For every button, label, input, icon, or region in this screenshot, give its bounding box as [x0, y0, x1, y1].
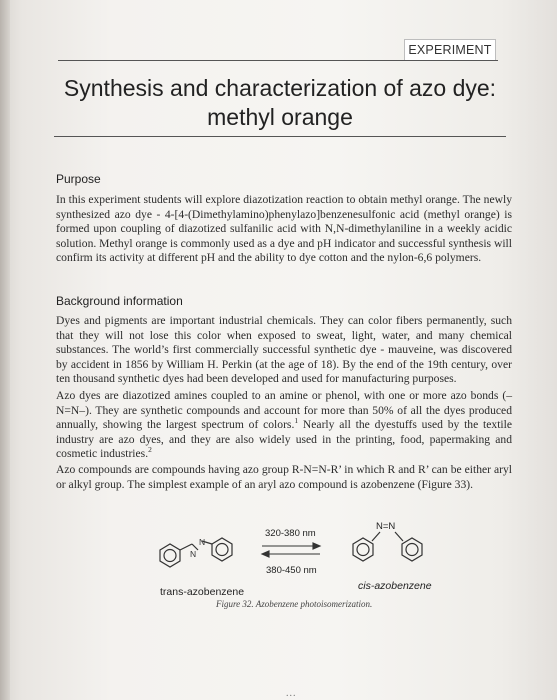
page-title: Synthesis and characterization of azo dye: methyl orange [63, 75, 497, 130]
azo-dyes-text-continued: Nearly all the dyestuffs used by the textile industry are azo dyes, and they are also widely used in the printing, food, papermaking and cosmetic industries. [56, 418, 513, 461]
figure-caption: Figure 32. Azobenzene photoisomerization. [216, 599, 373, 609]
forward-wavelength-label: 320-380 nm [265, 528, 316, 539]
equilibrium-arrows [262, 543, 320, 557]
title-bottom-rule [54, 136, 506, 137]
background-paragraph-2 [56, 389, 512, 462]
background-paragraph-3: Azo compounds are compounds having azo group R-N=N-R’ in which R and R’ can be either aryl or alkyl group. The simplest example of an aryl azo compound is azobenzene (Figure 33). [56, 463, 512, 491]
page-marker: ... [286, 688, 297, 699]
reverse-wavelength-label: 380-450 nm [266, 565, 317, 576]
cis-azobenzene-structure [353, 532, 422, 561]
title-top-rule [58, 60, 498, 61]
trans-azobenzene-label: trans-azobenzene [160, 586, 245, 598]
cis-azobenzene-label: cis-azobenzene [358, 580, 432, 592]
azo-dyes-text: Azo dyes are diazotized amines coupled to an amine or phenol, with one or more azo bonds (–N=N–). They are synthetic compounds and account for more than 50% of all the dyes produced annually, showing the largest spectrum of colors. [56, 389, 512, 432]
cis-azo-label: N=N [376, 521, 396, 532]
purpose-paragraph: In this experiment students will explore diazotization reaction to obtain methyl orange. The newly synthesized azo dye - 4-[4-(Dimethylamino)phenylazo]benzenesulfonic acid (methyl orange) is formed upon coupling of diazotized sulfanilic acid with N,N-dimethylaniline in a weekly acidic solution. Methyl orange is commonly used as a dye and pH indicator and successful synthesis will confirm its activity at different pH and the ability to dye cotton and the nylon-6,6 polymers. [56, 193, 512, 265]
reference-2: 2 [148, 445, 152, 455]
experiment-badge: EXPERIMENT [404, 39, 496, 61]
purpose-heading: Purpose [56, 172, 101, 186]
reference-1: 1 [294, 416, 299, 426]
page-edge-shadow [0, 0, 10, 700]
background-paragraph-1: Dyes and pigments are important industrial chemicals. They can color fibers permanently, such that they will not lose this color when exposed to sweat, light, water, and many chemical substances. The world’s first commercially successful synthetic dye - mauveine, was discovered by accident in 1856 by William H. Perkin (at the age of 18). By the end of the 19th century, over ten thousand synthetic dyes had been developed and used for manufacturing purposes. [56, 314, 512, 386]
trans-n-atom-lower: N [190, 549, 197, 559]
trans-n-atom-upper: N [199, 537, 206, 547]
background-heading: Background information [56, 294, 183, 308]
